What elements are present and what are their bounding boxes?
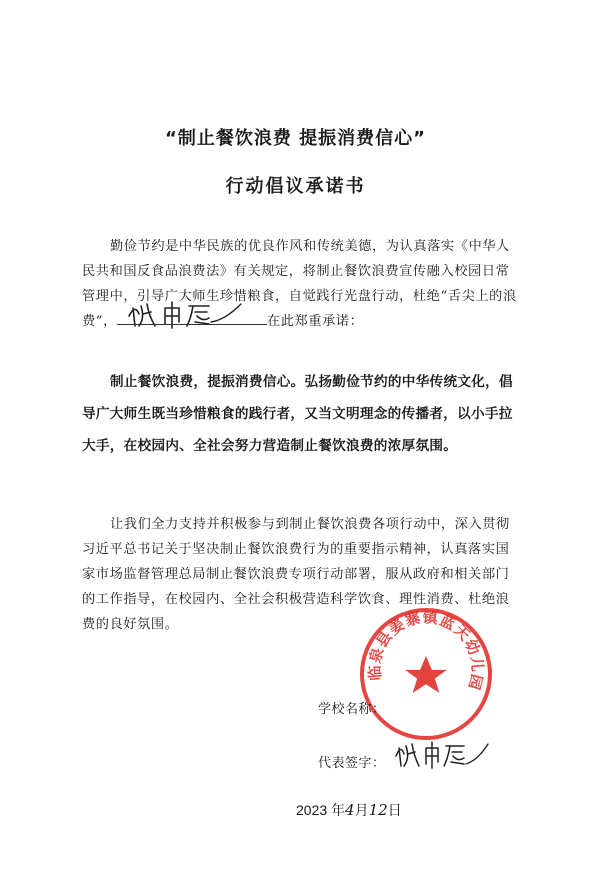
school-name-label: 学校名称：: [318, 702, 386, 717]
paragraph-intro-ending: 在此郑重承诺：: [266, 314, 364, 329]
date-month: 4: [345, 801, 355, 819]
handwritten-signature-inline: [125, 298, 245, 330]
document-title: “制止餐饮浪费 提振消费信心”: [165, 128, 426, 149]
representative-signature-label: 代表签字：: [318, 756, 386, 771]
signature-blank: [117, 310, 267, 325]
official-seal: [356, 604, 496, 744]
paragraph-action-text: 让我们全力支持并积极参与到制止餐饮浪费各项行动中，深入贯彻习近平总书记关于坚决制止餐饮浪费行为的重要指示精神，认真落实国家市场监督管理总局制止餐饮浪费专项行动部署，服从政府和相关部门的工作指导，在校园内、全社会积极营造科学饮食、理性消费、杜绝浪费的良好氛围。: [82, 517, 510, 632]
date-line: [296, 800, 402, 820]
date-day-suffix: 日: [387, 802, 402, 818]
date-month-suffix: 月: [354, 802, 369, 818]
paragraph-intro: [82, 234, 518, 334]
seal-text: 临泉县姜寨镇蓝天幼儿园: [365, 608, 487, 693]
seal-star-icon: [405, 656, 447, 693]
paragraph-intro-text: 勤俭节约是中华民族的优良作风和传统美德，为认真落实《中华人民共和国反食品浪费法》有关规定，将制止餐饮浪费宣传融入校园日常管理中，引导广大师生珍惜粮食，自觉践行光盘行动，杜绝“舌尖上的浪费”，: [82, 239, 517, 329]
handwritten-signature: [392, 736, 492, 772]
date-day: 12: [368, 801, 388, 819]
paragraph-pledge-text: 制止餐饮浪费，提振消费信心。弘扬勤俭节约的中华传统文化，倡导广大师生既当珍惜粮食的践行者，又当文明理念的传播者，以小手拉大手，在校园内、全社会努力营造制止餐饮浪费的浓厚氛围。: [82, 374, 513, 454]
paragraph-pledge: [82, 366, 518, 462]
date-year: 2023 年: [296, 802, 346, 818]
document-subtitle: 行动倡议承诺书: [225, 176, 366, 197]
